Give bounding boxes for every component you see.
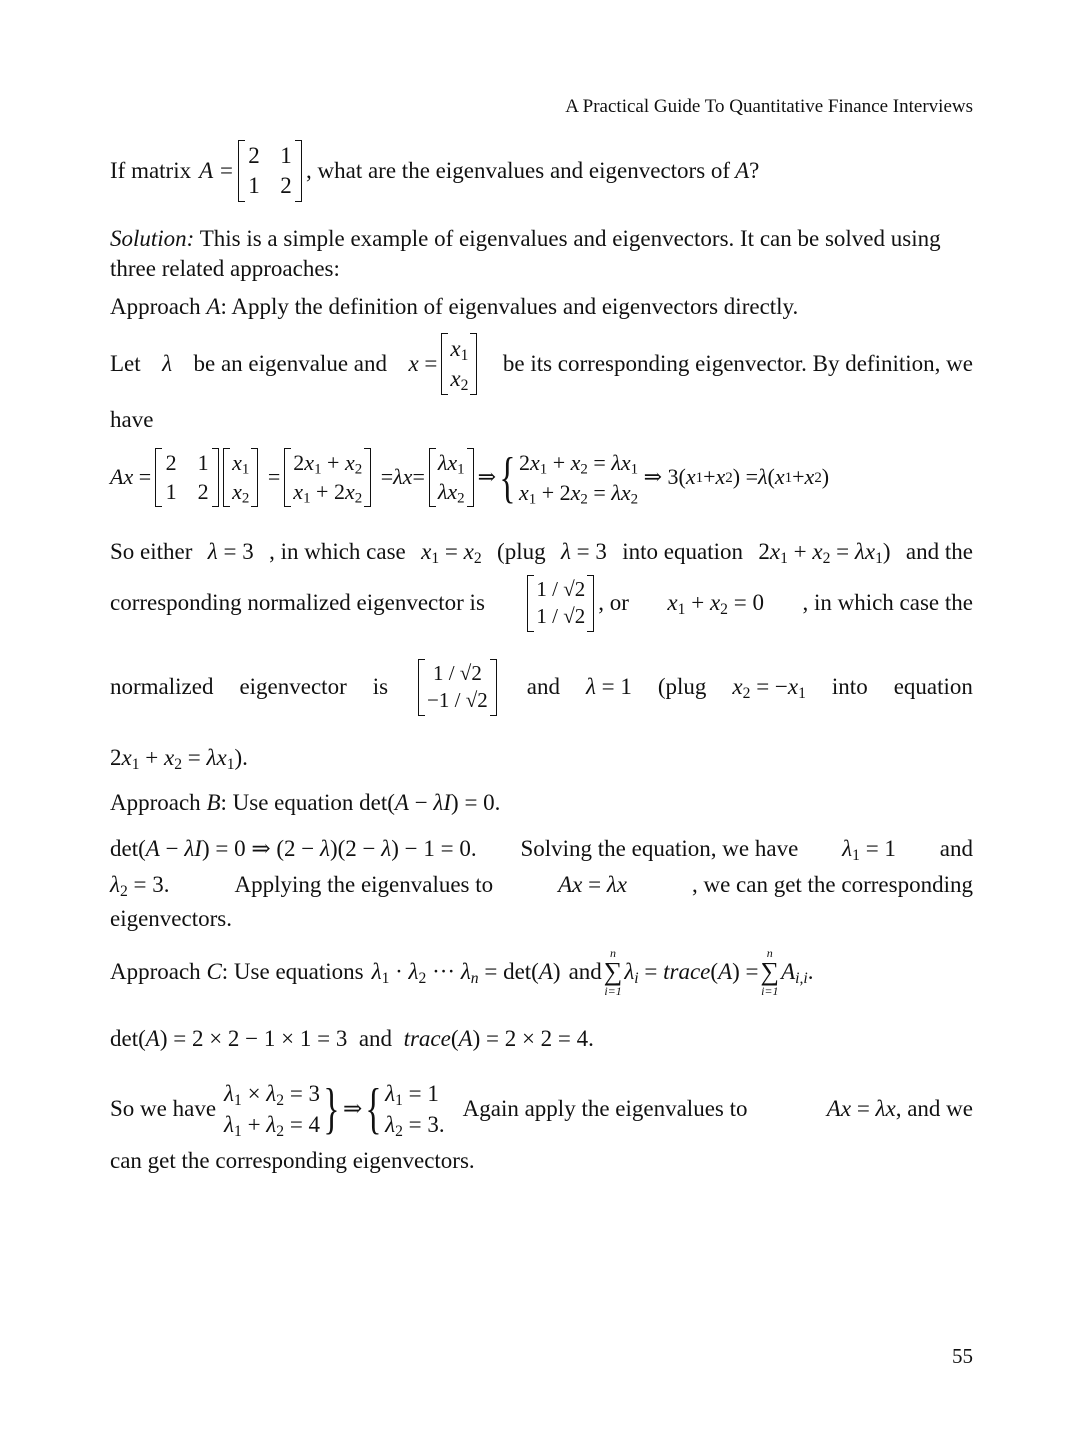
det-trace-line: det(A) = 2 × 2 − 1 × 1 = 3 and trace(A) = 2 × 2 = 4. (110, 1026, 594, 1051)
question-lead: If matrix (110, 157, 192, 183)
approach-b-apply-line: $\lambda_2 = 3$. Applying the eigenvalues to Ax = λx , we can get the corresponding (110, 872, 973, 900)
running-header: A Practical Guide To Quantitative Finance Interviews (565, 96, 973, 117)
approach-b-det-line: det(A − λI) = 0 ⇒ (2 − λ)(2 − λ) − 1 = 0. Solving the equation, we have $\lambda_1 = 1$ and (110, 836, 973, 864)
question-tail: , what are the eigenvalues and eigenvectors of (306, 157, 731, 183)
question: If matrix A = 2 1 1 2 , what are the eigenvalues and eigenvectors of A ? (110, 140, 973, 202)
approach-a-let-line: Let λ be an eigenvalue and x = $x_1$ $x_2$ be its corresponding eigenvector. By definition, we (110, 333, 973, 395)
so-either-line: So either λ = 3 , in which case $x_1 = x_2$ (plug λ = 3 into equation $2x_1 + x_2 = \lambda x_1$) and the (110, 539, 973, 567)
normalized-eigenvector-2-line: normalized eigenvector is 1 / √2 −1 / √2 and λ = 1 (plug $x_2 = -x_1$ into equation (110, 659, 973, 716)
approach-c-last-line: can get the corresponding eigenvectors. (110, 1148, 475, 1173)
matrix-a-label: A = (199, 157, 235, 183)
eigen-equation: Ax = 2 1 1 2 $x_1$ $x_2$ = $2x_1 + x_2$ $x_1 + 2x_2$ = λx = $\lambda x_1$ $\lambda x_2$ ⇒ { $2x_1 + x_2 = \lambda x_1$ $x_1 + 2x_2 = \lambda x_2$ ⇒ 3( x 1 + x 2 ) = λ ( x 1 + x 2 ) (110, 446, 830, 509)
solution-text: This is a simple example of eigenvalues and eigenvectors. It can be solved using three related approaches: (110, 226, 941, 281)
solution-paragraph (110, 224, 973, 284)
approach-a-have: have (110, 407, 154, 432)
solution-label: Solution: (110, 226, 195, 251)
normalized-eigenvector-1-line: corresponding normalized eigenvector is 1 / √2 1 / √2 , or $x_1 + x_2 = 0$ , in which case the (110, 575, 973, 632)
page (110, 0, 973, 1432)
equation-reference: $2x_1 + x_2 = \lambda x_1$). (110, 745, 248, 773)
approach-a-heading: Approach A: Apply the definition of eigenvalues and eigenvectors directly. (110, 294, 799, 319)
approach-c-heading: Approach C : Use equations $\lambda_1 \cdot \lambda_2$ ··· $\lambda_n = \det(A)$ and n ∑ i=1 $\lambda_i$ = trace(A) = n ∑ i=1 $A_{i,i}$. (110, 946, 814, 998)
matrix-a: 2 1 1 2 (238, 140, 302, 202)
approach-b-heading: Approach B: Use equation det(A − λI) = 0. (110, 790, 501, 815)
page-number: 55 (952, 1344, 973, 1368)
vector-x: $x_1$ $x_2$ (441, 333, 477, 395)
approach-b-eigenvectors: eigenvectors. (110, 906, 232, 931)
so-we-have-line: So we have $\lambda_1 \times \lambda_2 = 3$ $\lambda_1 + \lambda_2 = 4$ } ⇒ { $\lambda_1 = 1$ $\lambda_2 = 3$. Again apply the eigenvalues to Ax = λx, and we (110, 1078, 973, 1141)
